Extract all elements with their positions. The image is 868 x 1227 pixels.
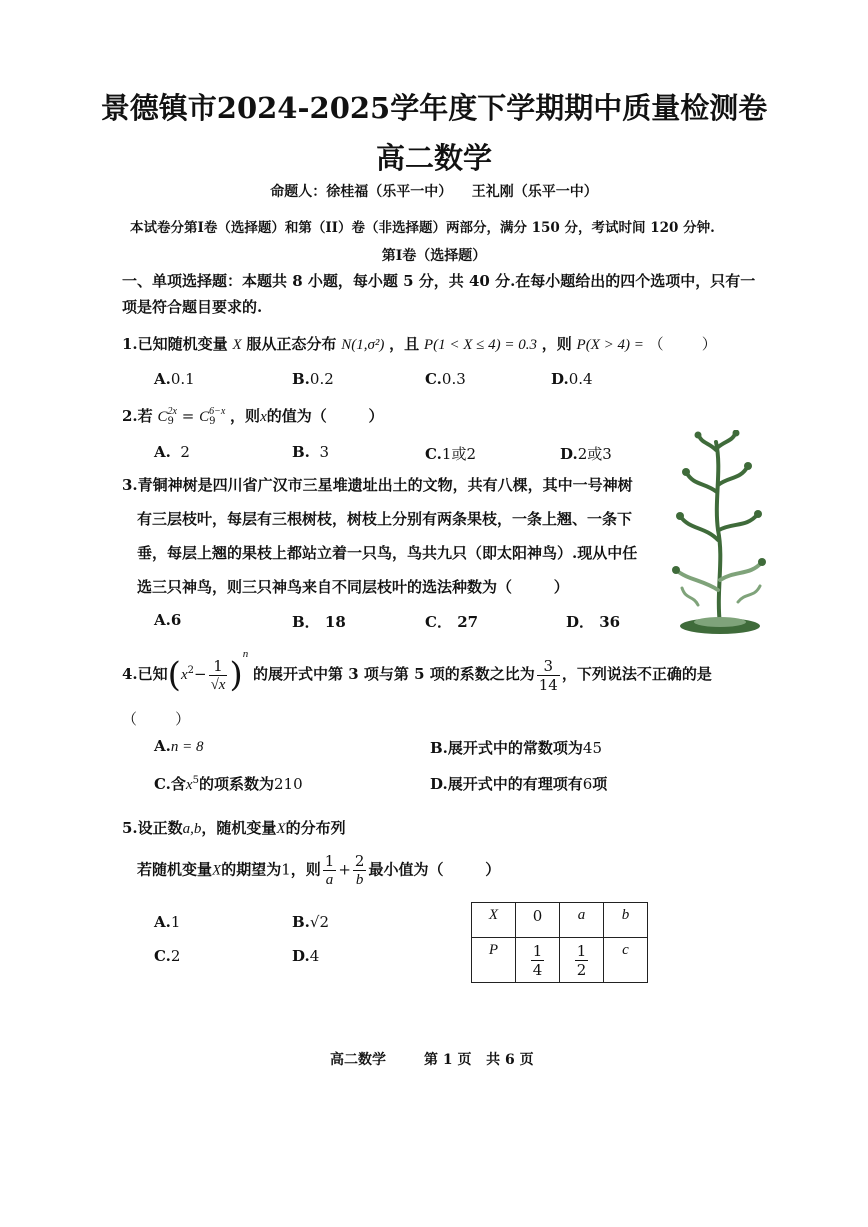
option-value: 1或2	[441, 445, 476, 463]
q3-line1: 3.青铜神树是四川省广汉市三星堆遗址出土的文物，共有八棵，其中一号神树	[122, 476, 633, 494]
option-value: √2	[309, 913, 330, 931]
q3-line3: 垂，每层上翘的果枝上都站立着一只鸟，鸟共九只（即太阳神鸟）.现从中任	[137, 544, 638, 562]
exam-subtitle: 高二数学	[375, 141, 492, 175]
q1-option-c	[425, 370, 466, 388]
option-key: C.	[154, 775, 171, 793]
right-paren: )	[229, 655, 243, 695]
q2-lhs-sub: 9	[167, 416, 174, 427]
q3-line2: 有三层枝叶，每层有三根树枝，树枝上分别有两条果枝，一条上翘、一条下	[137, 510, 633, 528]
question-5-stem	[122, 817, 346, 838]
option-value: 展开式中的有理项有	[447, 775, 583, 793]
q2-suffix: ，则	[230, 407, 261, 425]
option-key: B.	[292, 443, 310, 461]
option-post: 项	[592, 775, 608, 793]
volume-heading: 第Ⅰ卷（选择题）	[381, 248, 487, 264]
option-number: 210	[273, 775, 303, 793]
q5-vars: a,b	[182, 821, 202, 837]
option-key: C.	[425, 370, 442, 388]
option-value: 6	[170, 611, 182, 629]
option-value: 0.4	[568, 370, 593, 388]
left-paren: (	[167, 655, 181, 695]
option-value: 2	[170, 947, 181, 965]
frac-num: 1	[576, 942, 587, 960]
option-value: 0.2	[309, 370, 334, 388]
exam-title: 景德镇市2024-2025学年度下学期期中质量检测卷	[100, 91, 768, 125]
option-value: 3	[319, 443, 329, 461]
q5-frac-1	[323, 852, 337, 889]
distribution-table	[471, 902, 648, 983]
q5-option-c	[154, 947, 180, 965]
frac-num: 1	[532, 942, 543, 960]
q2-prefix: 2.若	[122, 407, 153, 425]
q4-option-c	[154, 773, 303, 794]
q4-minus: −	[193, 665, 207, 683]
option-key: A.	[154, 443, 171, 461]
q5-f2-num: 2	[354, 852, 365, 870]
q4-fraction	[209, 657, 228, 694]
table-cell: b	[604, 903, 648, 938]
option-key: A.	[154, 913, 171, 931]
q2-rhs-sub: 9	[209, 416, 216, 427]
q4-option-a	[154, 737, 204, 756]
q3-option-b	[292, 611, 346, 632]
intro-line: 本试卷分第Ⅰ卷（选择题）和第（II）卷（非选择题）两部分，满分 150 分，考试时间 120 分钟.	[130, 220, 715, 236]
option-value: n = 8	[170, 739, 204, 755]
table-row	[472, 903, 648, 938]
q3-line4: 选三只神鸟，则三只神鸟来自不同层枝叶的选法种数为（ ）	[137, 578, 569, 596]
table-cell	[560, 938, 604, 983]
option-key: D.	[292, 947, 310, 965]
q1-option-d	[551, 370, 593, 388]
table-cell: P	[472, 938, 516, 983]
option-key: C.	[425, 445, 442, 463]
option-value: 36	[599, 613, 621, 631]
option-key: C．	[425, 613, 452, 631]
option-number: 6	[582, 775, 593, 793]
q2-rhs-sup: 6−x	[209, 406, 226, 417]
option-key: C.	[154, 947, 171, 965]
authors-line: 命题人：徐桂福（乐平一中） 王礼刚（乐平一中）	[270, 184, 598, 200]
q4-option-d	[430, 773, 607, 794]
q2-option-b	[292, 443, 329, 461]
q4-n-sup: n	[242, 648, 249, 660]
option-sup: 5	[192, 775, 199, 786]
section1-line2: 项是符合题目要求的.	[122, 298, 263, 316]
q2-rhs: C	[199, 409, 210, 425]
footer-page: 第 1 页 共 6 页	[424, 1052, 534, 1068]
option-value: 27	[457, 613, 479, 631]
q1-option-b	[292, 370, 334, 388]
table-fraction	[531, 942, 545, 979]
question-1-stem	[122, 333, 717, 354]
frac-den: 2	[576, 961, 587, 979]
option-key: D.	[551, 370, 569, 388]
q4-prefix: 4.已知	[122, 665, 168, 683]
option-key: A.	[154, 370, 171, 388]
q2-lhs-sup: 2x	[167, 406, 177, 417]
table-fraction	[575, 942, 589, 979]
q5-line2-mid: 的期望为	[221, 860, 282, 879]
q5-f1-den: a	[325, 872, 334, 888]
q2-option-c	[425, 443, 476, 464]
q5-line2-then: ，则	[290, 860, 321, 879]
q1-mid3: ，则	[541, 335, 572, 353]
option-key: B.	[292, 913, 310, 931]
question-2-stem	[122, 405, 384, 427]
q1-mid: 服从正态分布	[246, 335, 337, 353]
q1-mid2: ，且	[389, 335, 420, 353]
frac-den: 4	[532, 961, 543, 979]
q1-prefix: 1.已知随机变量	[122, 335, 228, 353]
q5-line2-var: X	[212, 862, 222, 879]
option-pre: 含	[170, 775, 186, 793]
q4-x-sup: 2	[187, 665, 194, 676]
q4-option-b	[430, 737, 602, 758]
q3-option-a	[154, 611, 181, 629]
table-cell	[516, 938, 560, 983]
option-key: D．	[566, 613, 595, 631]
q5-option-d	[292, 947, 319, 965]
footer-subject: 高二数学	[330, 1052, 386, 1068]
q2-lhs: C	[157, 409, 168, 425]
option-key: D.	[430, 775, 448, 793]
option-post: 的项系数为	[198, 775, 274, 793]
q2-option-d	[560, 443, 612, 464]
option-key: B.	[292, 370, 310, 388]
q5-line2-pre: 若随机变量	[137, 860, 213, 879]
option-key: A.	[154, 611, 171, 629]
table-cell: X	[472, 903, 516, 938]
q5-plus: +	[338, 860, 351, 879]
q5-suffix: 的分布列	[285, 819, 346, 837]
table-cell: 0	[516, 903, 560, 938]
q4-blank: （ ）	[122, 710, 191, 728]
q5-frac-2	[353, 852, 367, 889]
q5-line2	[137, 852, 500, 889]
option-number: 45	[582, 739, 603, 757]
q2-var: x	[260, 409, 267, 425]
table-cell: a	[560, 903, 604, 938]
section1-line1: 一、单项选择题：本题共 8 小题，每小题 5 分，共 40 分.在每小题给出的四个选项中，只有一	[122, 272, 756, 290]
table-cell: c	[604, 938, 648, 983]
option-var: x	[185, 777, 193, 793]
q4-ratio-num: 3	[537, 657, 560, 676]
option-key: B.	[430, 739, 448, 757]
option-value: 4	[309, 947, 320, 965]
q5-mid: ，随机变量	[201, 819, 277, 837]
q1-option-a	[154, 370, 195, 388]
q4-suffix: ，下列说法不正确的是	[561, 665, 712, 683]
option-key: D.	[560, 445, 578, 463]
option-value: 2或3	[577, 445, 612, 463]
option-key: B．	[292, 613, 320, 631]
q5-f2-den: b	[355, 872, 364, 888]
q5-prefix: 5.设正数	[122, 819, 183, 837]
q2-option-a	[154, 443, 190, 461]
q5-line2-one: 1	[281, 860, 291, 879]
option-value: 18	[324, 613, 346, 631]
q5-option-b	[292, 913, 329, 931]
option-value: 0.1	[170, 370, 195, 388]
q4-ratio-den: 14	[538, 675, 558, 694]
question-4-stem	[122, 648, 712, 695]
q3-option-c	[425, 611, 478, 632]
q4-frac-num: 1	[209, 657, 228, 676]
option-value: 0.3	[441, 370, 466, 388]
q3-option-d	[566, 611, 620, 632]
option-value: 2	[180, 443, 190, 461]
q5-option-a	[154, 913, 180, 931]
q5-f1-num: 1	[324, 852, 335, 870]
q1-ask: P(X > 4) =	[576, 337, 644, 353]
q4-frac-den: √x	[210, 676, 226, 693]
q1-blank: （ ）	[648, 335, 717, 353]
q2-suffix2: 的值为（ ）	[266, 407, 384, 425]
q5-line2-post: 最小值为（ ）	[368, 860, 501, 879]
q1-dist: N(1,σ²)	[341, 337, 385, 353]
q2-eq: =	[181, 407, 195, 425]
q4-ratio	[537, 657, 560, 694]
table-row	[472, 938, 648, 983]
bronze-sacred-tree-image	[668, 430, 768, 635]
option-key: A.	[154, 737, 171, 755]
q5-var: X	[276, 821, 286, 837]
q1-var: X	[232, 337, 242, 353]
option-value: 展开式中的常数项为	[447, 739, 583, 757]
q4-middle: 的展开式中第 3 项与第 5 项的系数之比为	[253, 665, 535, 683]
q4-x: x	[180, 667, 188, 683]
option-value: 1	[170, 913, 181, 931]
q1-cond: P(1 < X ≤ 4) = 0.3	[423, 337, 537, 353]
